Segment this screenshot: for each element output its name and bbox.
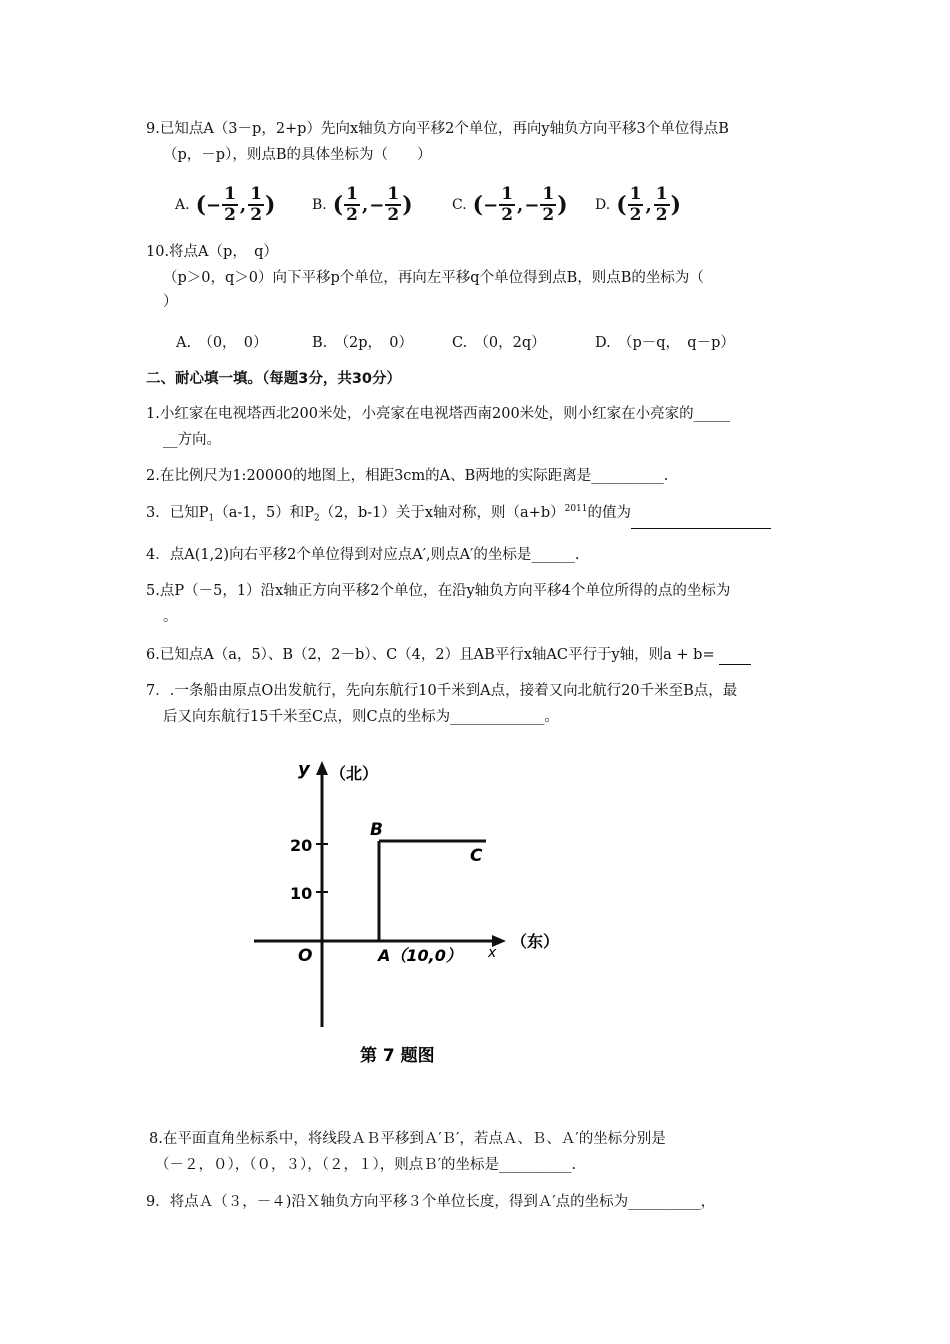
north-label: （北）	[330, 764, 379, 783]
denominator: 2	[387, 205, 400, 225]
figure-caption: 第 7 题图	[360, 1046, 435, 1066]
fill-5-line1: 5.点P（－5，1）沿x轴正方向平移2个单位，在沿y轴负方向平移4个单位所得的点的坐标为	[146, 583, 731, 599]
denominator: 2	[501, 205, 514, 225]
q9-option-b[interactable]: B. ( $\frac{1}{2}$ , − $\frac{1}{2}$ )	[312, 184, 413, 225]
numerator: 1	[542, 184, 555, 204]
fill-6-text: 6.已知点A（a，5）、B（2，2－b）、C（4，2）且AB平行x轴AC平行于y轴，则a + b=	[146, 647, 715, 663]
x-axis-label: x	[488, 945, 497, 961]
y-axis-arrow	[316, 761, 328, 775]
point-b-label: B	[370, 820, 383, 840]
fill-8-line2: （－２，０），（０，３），（２，１），则点Ｂ′的坐标是__________.	[155, 1157, 577, 1173]
y-axis-label: y	[298, 759, 310, 780]
section-heading: 二、耐心填一填。（每题3分，共30分）	[146, 371, 402, 387]
q9-option-a[interactable]: A. ( − $\frac{1}{2}$ , $\frac{1}{2}$ )	[175, 184, 276, 225]
numerator: 1	[655, 184, 668, 204]
fill-6	[146, 645, 751, 665]
q10-option-d[interactable]: D. （p－q， q－p）	[595, 335, 735, 351]
numerator: 1	[224, 184, 236, 204]
q9-option-d[interactable]: D. ( $\frac{1}{2}$ , $\frac{1}{2}$ )	[595, 184, 681, 225]
fill-8-line1: 8.在平面直角坐标系中，将线段ＡＢ平移到Ａ′Ｂ′，若点Ａ、Ｂ、Ａ′的坐标分别是	[149, 1131, 666, 1147]
east-label: （东）	[511, 932, 560, 951]
option-label: C.	[452, 197, 467, 213]
numerator: 1	[629, 184, 642, 204]
option-label: D.	[595, 197, 611, 213]
fill-3-part-c: （2，b-1）关于x轴对称，则（a+b）	[319, 504, 565, 521]
exponent: 2011	[564, 504, 588, 514]
fill-3-part-b: （a-1，5）和P	[214, 504, 314, 521]
fill-7-line2: 后又向东航行15千米至C点，则C点的坐标为_____________。	[163, 709, 559, 725]
option-label: A.	[175, 197, 190, 213]
sign: −	[483, 194, 499, 216]
denominator: 2	[542, 205, 555, 225]
figure-7-graph	[248, 755, 568, 1075]
q10-option-a[interactable]: A. （0， 0）	[176, 335, 268, 351]
answer-blank[interactable]	[719, 648, 751, 665]
fill-3	[146, 499, 771, 529]
q10-option-b[interactable]: B. （2p， 0）	[312, 335, 413, 351]
denominator: 2	[629, 205, 642, 225]
denominator: 2	[224, 205, 236, 225]
numerator: 1	[346, 184, 359, 204]
origin-label: O	[298, 946, 313, 966]
point-a-label: A（10,0）	[378, 946, 462, 965]
denominator: 2	[250, 205, 263, 225]
q9-line2: （p，－p），则点B的具体坐标为（ ）	[163, 147, 432, 163]
fill-3-part-d: 的值为	[587, 504, 632, 521]
numerator: 1	[250, 184, 263, 204]
sign: −	[369, 194, 385, 216]
q10-line2: （p＞0，q＞0）向下平移p个单位，再向左平移q个单位得到点B，则点B的坐标为（	[163, 270, 704, 286]
numerator: 1	[501, 184, 514, 204]
fill-1-line2: __方向。	[163, 432, 221, 448]
subscript-2: 2	[313, 513, 320, 524]
subscript-1: 1	[208, 513, 215, 524]
fill-3-part-a: 3．已知P	[146, 504, 209, 521]
q10-line3: ）	[163, 294, 178, 310]
tick-label-10: 10	[290, 884, 313, 903]
numerator: 1	[387, 184, 400, 204]
fill-9: 9．将点Ａ（３，－４)沿Ｘ轴负方向平移３个单位长度，得到Ａ′点的坐标为__________，	[146, 1194, 716, 1210]
q9-option-c[interactable]: C. ( − $\frac{1}{2}$ , − $\frac{1}{2}$ )	[452, 184, 568, 225]
fill-7-line1: 7．.一条船由原点O出发航行，先向东航行10千米到A点，接着又向北航行20千米至B点，最	[146, 683, 738, 699]
denominator: 2	[655, 205, 668, 225]
point-c-label: C	[470, 846, 483, 866]
fill-1-line1: 1.小红家在电视塔西北200米处，小亮家在电视塔西南200米处，则小红家在小亮家的_____	[146, 406, 730, 422]
fill-5-line2: 。	[163, 609, 178, 625]
tick-label-20: 20	[290, 836, 313, 855]
sign: −	[524, 194, 540, 216]
sign: −	[205, 194, 222, 216]
q10-line1: 10.将点A（p， q）	[146, 244, 278, 260]
option-label: B.	[312, 197, 327, 213]
answer-blank[interactable]	[631, 512, 771, 529]
fill-2: 2.在比例尺为1:20000的地图上，相距3cm的A、B两地的实际距离是__________.	[146, 468, 669, 484]
q9-line1: 9.已知点A（3－p，2+p）先向x轴负方向平移2个单位，再向y轴负方向平移3个单位得点B	[146, 121, 729, 137]
denominator: 2	[346, 205, 359, 225]
fill-4: 4．点A(1,2)向右平移2个单位得到对应点A′,则点A′的坐标是______.	[146, 547, 580, 563]
q10-option-c[interactable]: C. （0，2q）	[452, 335, 546, 351]
